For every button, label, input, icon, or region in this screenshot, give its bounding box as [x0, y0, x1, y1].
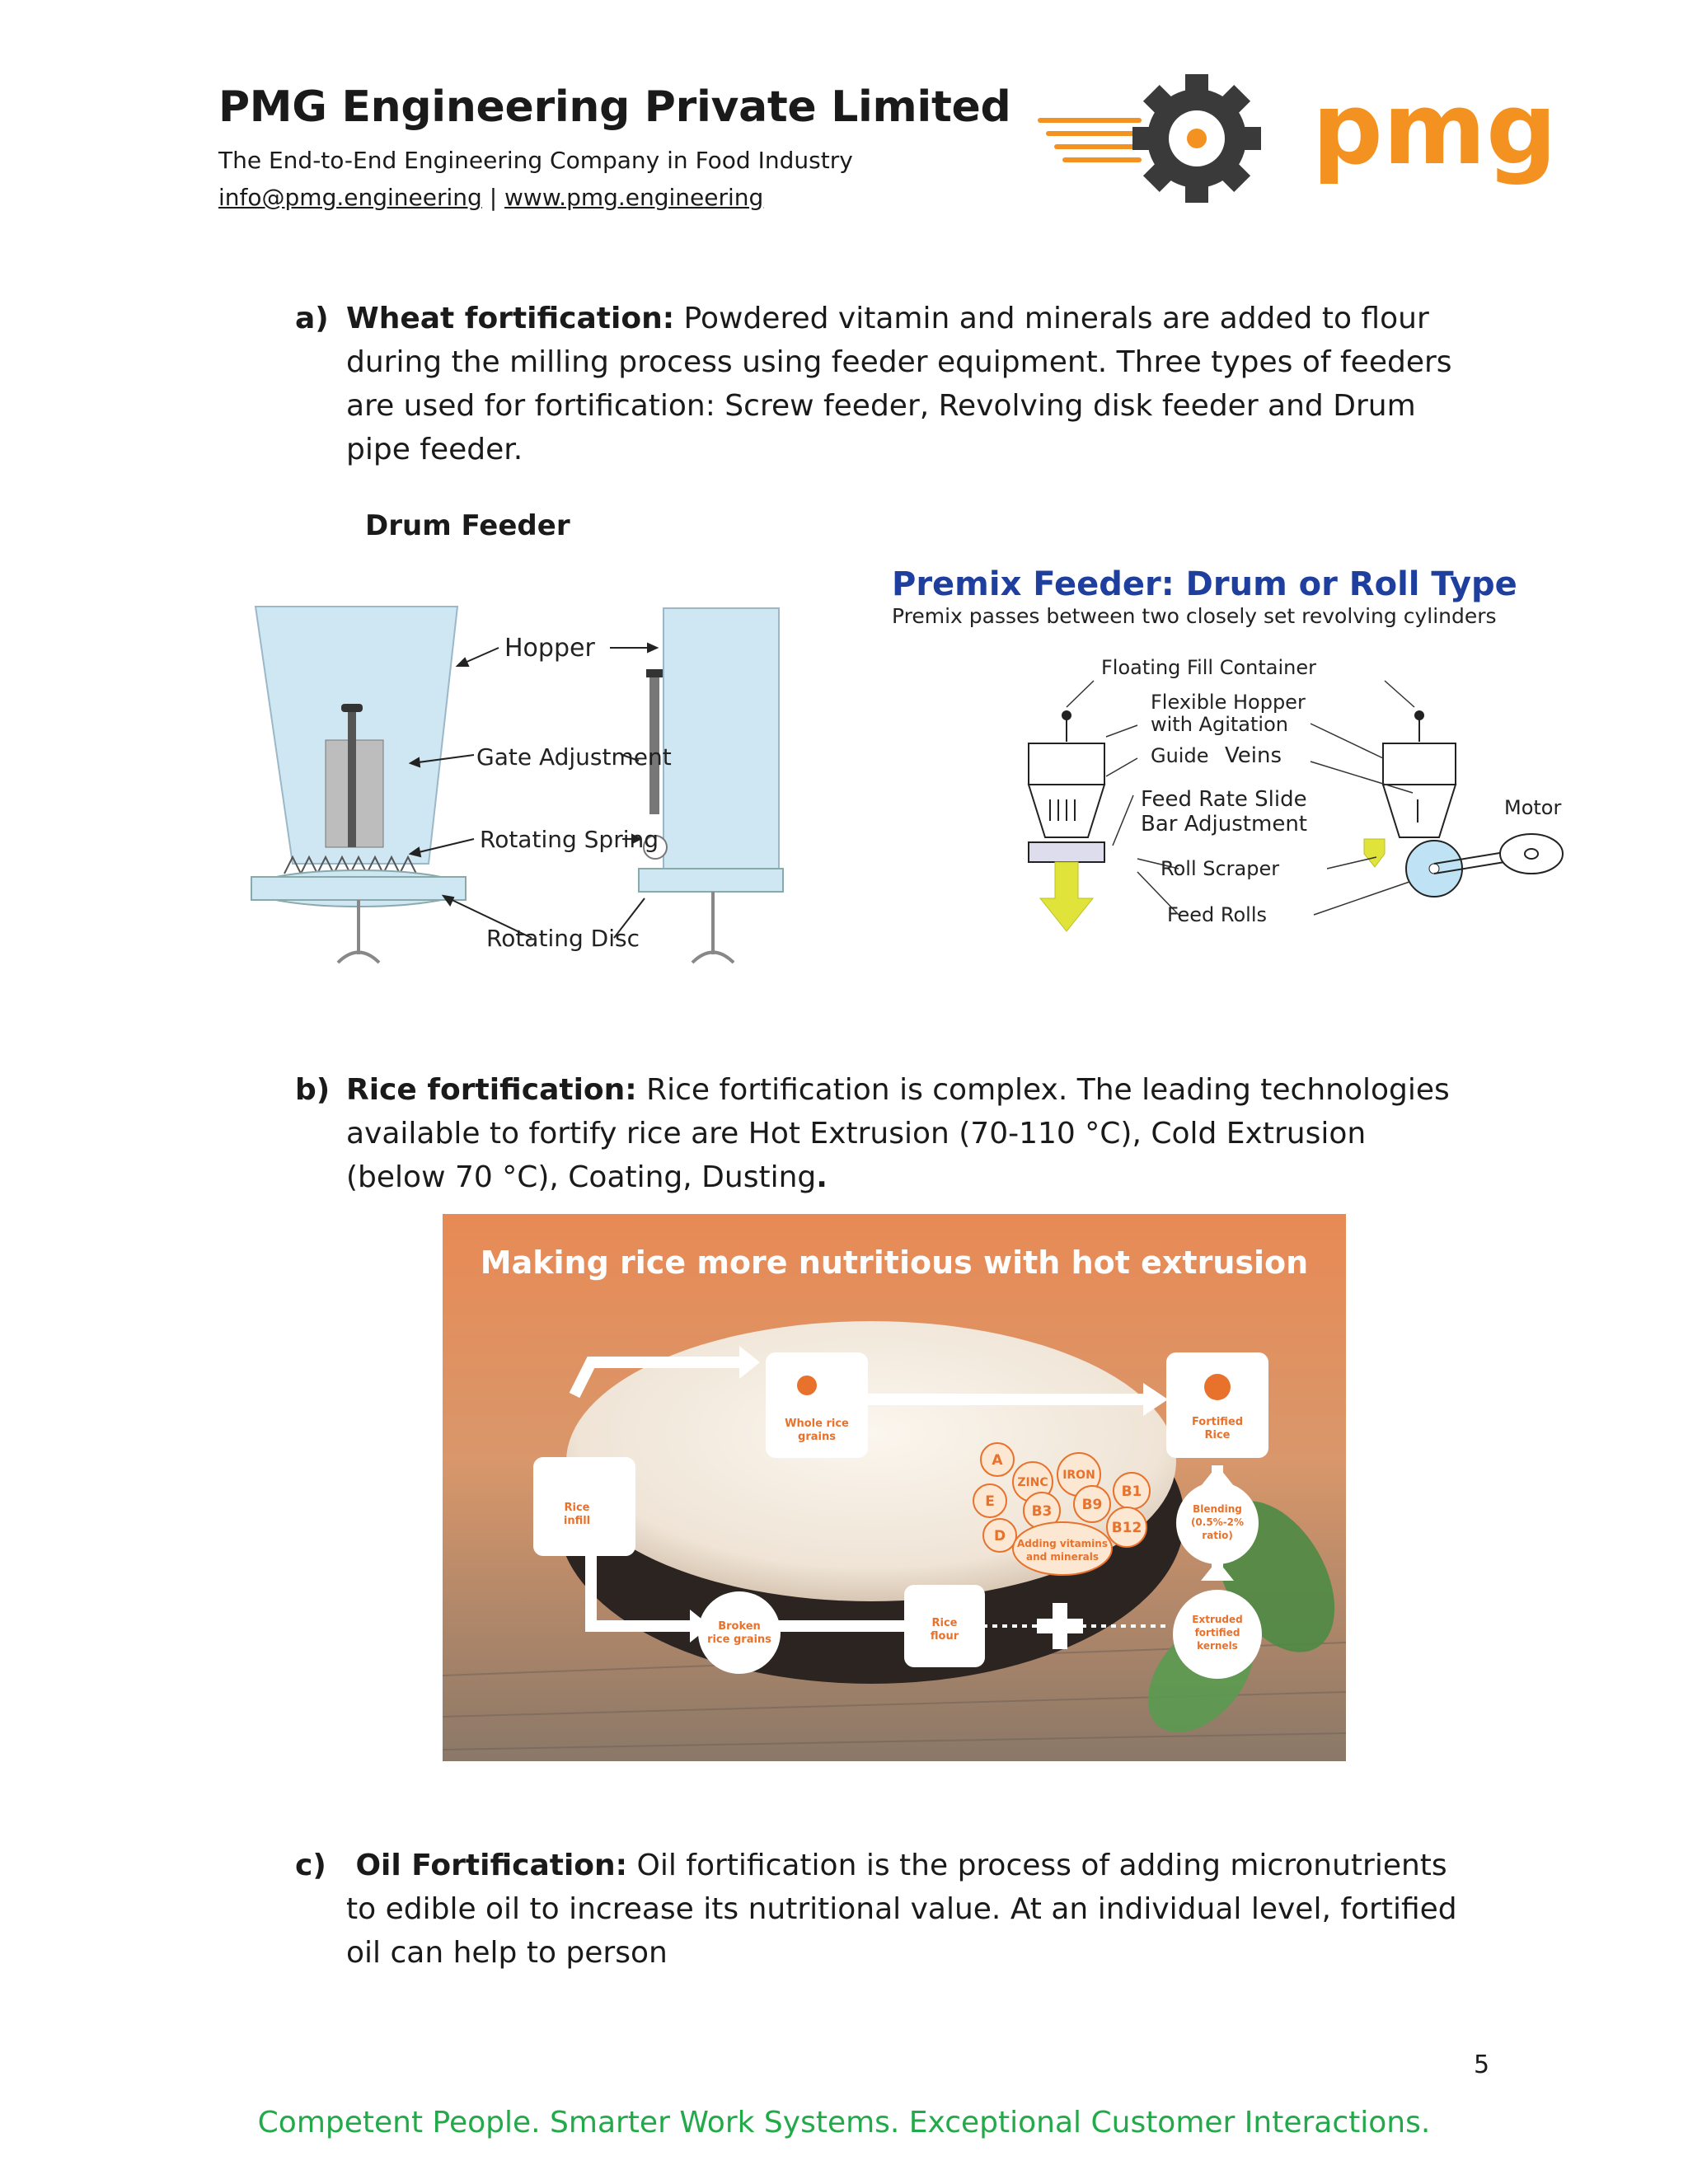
footer-slogan: Competent People. Smarter Work Systems. Exceptional Customer Interactions. [257, 2106, 1431, 2139]
company-name: PMG Engineering Private Limited [218, 82, 1011, 132]
drum-feeder-caption: Drum Feeder [365, 509, 570, 542]
website-link[interactable]: www.pmg.engineering [504, 184, 764, 211]
section-marker: c) [295, 1849, 326, 1882]
label-feed-rate: Feed Rate Slide [1141, 787, 1307, 812]
label-with-agitation: with Agitation [1151, 713, 1288, 736]
logo-speed-lines [1040, 120, 1143, 160]
section-title: Oil Fortification: [355, 1849, 628, 1882]
rice-flour-label-2: flour [930, 1630, 959, 1643]
label-hopper: Hopper [504, 634, 595, 663]
logo-wordmark: pmg [1312, 73, 1557, 187]
blending-circle [1176, 1482, 1259, 1564]
pmg-logo [1040, 66, 1557, 209]
vitamin-e: E [985, 1493, 995, 1510]
premix-title: Premix Feeder: Drum or Roll Type [892, 565, 1517, 603]
adding-label-1: Adding vitamins [1017, 1538, 1108, 1549]
whole-rice-label-2: grains [798, 1431, 836, 1443]
broken-rice-label-1: Broken [718, 1620, 761, 1633]
hopper-right-shape [663, 608, 779, 872]
label-bar-adjustment: Bar Adjustment [1141, 812, 1307, 837]
section-body [346, 1844, 1467, 1975]
rice-infill-label-1: Rice [564, 1502, 590, 1514]
extruded-label-3: kernels [1197, 1640, 1238, 1652]
vitamin-a: A [992, 1452, 1003, 1469]
broken-rice-label-2: rice grains [707, 1633, 771, 1646]
section-text: Oil fortification is the process of adding micronutrients to edible oil to increase its nutritional value. At an individual level, fortified oil can help to person [346, 1849, 1457, 1970]
page-number: 5 [1474, 2050, 1490, 2079]
fortified-label-2: Rice [1204, 1429, 1231, 1441]
rice-infill-bag [533, 1457, 635, 1556]
section-tail: . [816, 1160, 828, 1194]
mineral-zinc: ZINC [1017, 1476, 1048, 1489]
contact-separator: | [489, 184, 498, 211]
premix-feeder-diagram [890, 560, 1615, 943]
email-link[interactable]: info@pmg.engineering [218, 184, 482, 211]
blending-label-1: Blending [1193, 1503, 1242, 1515]
extruded-label-2: fortified [1194, 1627, 1240, 1638]
company-tagline: The End-to-End Engineering Company in Food Industry [218, 147, 853, 174]
section-oil [295, 1844, 1482, 1970]
section-text: Rice fortification is complex. The leading technologies available to fortify rice are Hot Extrusion (70-110 °C), Cold Extrusion (below 70 °C), Coating, Dusting [346, 1073, 1450, 1194]
contact-line [218, 184, 763, 211]
label-motor: Motor [1504, 796, 1562, 819]
extruded-label-1: Extruded [1192, 1614, 1243, 1625]
rice-flour-label-1: Rice [931, 1617, 958, 1629]
premix-hopper-left [1029, 711, 1104, 862]
vitamin-d: D [993, 1528, 1006, 1544]
rice-flour-bag [904, 1585, 985, 1667]
premix-subtitle: Premix passes between two closely set revolving cylinders [892, 604, 1497, 628]
label-feed-rolls: Feed Rolls [1167, 903, 1268, 926]
infographic-title: Making rice more nutritious with hot extrusion [480, 1244, 1309, 1281]
rice-infographic [443, 1214, 1346, 1765]
premix-hopper-right [1383, 711, 1456, 837]
gear-icon [1132, 74, 1261, 203]
label-floating-fill: Floating Fill Container [1101, 656, 1316, 679]
section-body [346, 297, 1467, 471]
section-text: Powdered vitamin and minerals are added to flour during the milling process using feeder equipment. Three types of feeders are used for fortification: Screw feeder, Revolving disk feeder and Drum pipe feeder. [346, 302, 1452, 466]
vitamin-b1: B1 [1121, 1483, 1142, 1500]
section-marker: a) [295, 302, 329, 335]
blending-label-2: (0.5%-2% [1190, 1516, 1245, 1528]
vitamin-b9: B9 [1081, 1497, 1103, 1513]
label-rotating-spring: Rotating Spring [480, 826, 659, 853]
section-title: Wheat fortification: [346, 302, 675, 335]
label-rotating-disc: Rotating Disc [486, 925, 640, 952]
whole-rice-label-1: Whole rice [785, 1418, 849, 1430]
drum-feeder-diagram [247, 600, 791, 999]
vitamin-b12: B12 [1111, 1520, 1142, 1536]
section-wheat [295, 297, 1482, 466]
label-veins: Veins [1225, 743, 1282, 768]
extruded-kernels-circle [1173, 1590, 1262, 1679]
broken-rice-circle [698, 1591, 781, 1674]
label-flexible-hopper: Flexible Hopper [1151, 691, 1306, 714]
label-guide: Guide [1151, 744, 1209, 767]
blending-label-3: ratio) [1202, 1530, 1233, 1541]
whole-rice-bag [766, 1352, 868, 1458]
section-body [346, 1068, 1467, 1199]
section-title: Rice fortification: [346, 1073, 637, 1107]
rice-infill-label-2: infill [563, 1515, 591, 1527]
label-roll-scraper: Roll Scraper [1160, 857, 1280, 880]
vitamin-b3: B3 [1031, 1503, 1053, 1520]
fortified-label-1: Fortified [1191, 1416, 1244, 1428]
adding-label-2: and minerals [1026, 1551, 1099, 1563]
label-gate-adjustment: Gate Adjustment [476, 743, 672, 771]
mineral-iron: IRON [1062, 1469, 1095, 1482]
section-rice [295, 1068, 1482, 1200]
section-marker: b) [295, 1073, 331, 1107]
fortified-rice-bag [1166, 1352, 1268, 1458]
